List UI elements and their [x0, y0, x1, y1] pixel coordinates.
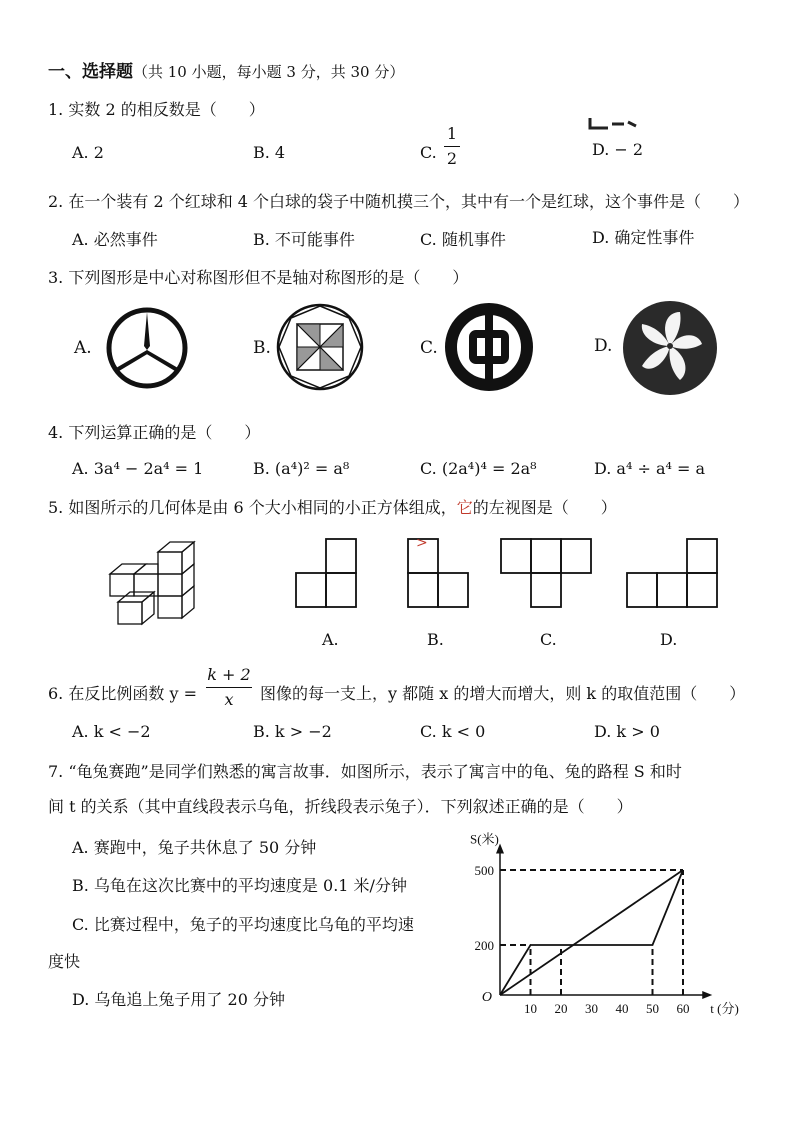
q4-option-b: B. (a⁴)² = a⁸ — [253, 459, 350, 478]
q2-option-d: D. 确定性事件 — [592, 228, 695, 247]
q3-figure-b-pinwheel-icon — [275, 302, 365, 392]
q5-view-c — [500, 538, 594, 612]
scan-smudge — [588, 116, 648, 130]
q1-option-d: D. − 2 — [592, 140, 644, 159]
q7-option-b: B. 乌龟在这次比赛中的平均速度是 0.1 米/分钟 — [72, 876, 407, 895]
x-tick-label: 40 — [615, 1001, 629, 1016]
q1-option-c-label: C. — [420, 143, 437, 162]
y-tick-label: 200 — [474, 938, 494, 953]
q6-option-b: B. k > −2 — [253, 722, 332, 741]
q2-option-c: C. 随机事件 — [420, 230, 506, 249]
y-tick-label: 500 — [474, 863, 494, 878]
fraction-bar — [206, 687, 252, 688]
x-tick-label: 20 — [554, 1001, 568, 1016]
q6-stem-part-1: 6. 在反比例函数 y = — [48, 684, 197, 703]
x-axis-arrow — [702, 991, 712, 999]
q6-fraction — [206, 665, 252, 710]
series-line-tortoise — [500, 870, 683, 995]
q2-option-b: B. 不可能事件 — [253, 230, 355, 249]
q5-option-a: A. — [322, 630, 339, 649]
q1-option-b: B. 4 — [253, 143, 286, 162]
q7-option-a: A. 赛跑中，兔子共休息了 50 分钟 — [72, 838, 317, 857]
q7-stem-line-2: 间 t 的关系（其中直线段表示乌龟，折线段表示兔子）．下列叙述正确的是（ ） — [48, 797, 633, 816]
x-tick-label: 10 — [524, 1001, 537, 1016]
q4-option-d: D. a⁴ ÷ a⁴ = a — [594, 459, 706, 478]
q3-option-b: B. — [253, 338, 271, 358]
q2-stem: 2. 在一个装有 2 个红球和 4 个白球的袋子中随机摸三个，其中有一个是红球，这个事件是（ ） — [48, 192, 750, 211]
q1-option-a: A. 2 — [72, 143, 104, 162]
x-tick-label: 60 — [676, 1001, 690, 1016]
q6-denominator: x — [224, 690, 234, 709]
q6-option-c: C. k < 0 — [420, 722, 486, 741]
q4-stem: 4. 下列运算正确的是（ ） — [48, 423, 261, 442]
q3-figure-c-coin-logo-icon — [446, 304, 532, 390]
q3-figure-d-bauhinia-icon — [620, 298, 720, 398]
q5-option-d: D. — [660, 630, 678, 649]
q5-view-a — [295, 538, 359, 612]
q6-stem-part-2: 图像的每一支上，y 都随 x 的增大而增大，则 k 的取值范围（ ） — [260, 684, 746, 703]
q7-option-c-line-1: C. 比赛过程中，兔子的平均速度比乌龟的平均速 — [72, 915, 414, 934]
q7-stem-line-1: 7. “龟兔赛跑”是同学们熟悉的寓言故事．如图所示，表示了寓言中的龟、兔的路程 S 和时 — [48, 762, 682, 781]
q3-stem: 3. 下列图形是中心对称图形但不是轴对称图形的是（ ） — [48, 268, 469, 287]
section-note: （共 10 小题，每小题 3 分，共 30 分） — [133, 63, 405, 81]
fraction-bar — [444, 146, 460, 147]
q7-option-c-line-2: 度快 — [48, 952, 81, 971]
x-tick-label: 30 — [585, 1001, 598, 1016]
q2-option-a: A. 必然事件 — [72, 230, 158, 249]
q5-option-b: B. — [427, 630, 444, 649]
q6-option-a: A. k < −2 — [72, 722, 151, 741]
origin-label: O — [481, 990, 492, 1005]
q3-option-d: D. — [594, 336, 613, 356]
q6-numerator: k + 2 — [207, 665, 251, 684]
red-pen-mark: > — [416, 535, 428, 551]
q5-option-c: C. — [540, 630, 557, 649]
q1-option-c-fraction — [444, 124, 460, 169]
q7-option-d: D. 乌龟追上兔子用了 20 分钟 — [72, 990, 285, 1009]
race-line-chart — [455, 825, 745, 1025]
q4-option-c: C. (2a⁴)⁴ = 2a⁸ — [420, 459, 537, 478]
q1-c-numerator: 1 — [446, 124, 458, 143]
q5-cube-solid-figure — [100, 540, 210, 630]
q3-option-c: C. — [420, 338, 438, 358]
q3-option-a: A. — [74, 338, 92, 358]
q1-stem: 1. 实数 2 的相反数是（ ） — [48, 100, 265, 119]
q5-stem-marked-word: 它 — [456, 498, 473, 517]
q5-stem: 5. 如图所示的几何体是由 6 个大小相同的小正方体组成，它的左视图是（ ） — [48, 498, 617, 517]
q6-option-d: D. k > 0 — [594, 722, 660, 741]
q3-figure-a-star-icon — [105, 306, 189, 390]
x-tick-label: 50 — [646, 1001, 659, 1016]
q1-c-denominator: 2 — [446, 149, 458, 168]
q4-option-a: A. 3a⁴ − 2a⁴ = 1 — [72, 459, 204, 478]
x-axis-label: t (分) — [710, 1001, 739, 1016]
section-title: 一、选择题（共 10 小题，每小题 3 分，共 30 分） — [48, 62, 405, 82]
y-axis-label: S(米) — [470, 831, 499, 847]
q5-view-d — [626, 538, 720, 612]
